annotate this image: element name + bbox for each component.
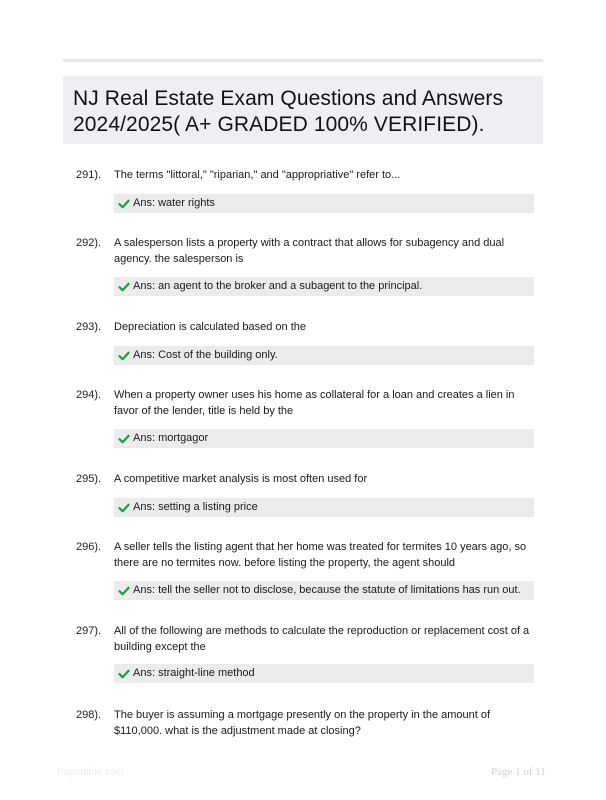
- answer-text: Ans: water rights: [133, 197, 215, 209]
- question-text: The buyer is assuming a mortgage presently on the property in the amount of $110,000. what is the adjustment made at closing?: [114, 709, 491, 737]
- check-icon: [118, 502, 130, 514]
- answer-box: [114, 581, 534, 600]
- question-text: The terms "littoral," "riparian," and "appropriative" refer to...: [114, 169, 401, 181]
- answer-text: Ans: an agent to the broker and a subagent to the principal.: [133, 280, 423, 292]
- check-icon: [118, 585, 130, 597]
- question-number: 295).: [76, 473, 102, 485]
- answer-box: [114, 498, 534, 517]
- check-icon: [118, 281, 130, 293]
- answer-box: [114, 194, 534, 213]
- answer-text: Ans: Cost of the building only.: [133, 349, 278, 361]
- title-box: [63, 76, 543, 144]
- question-number: 294).: [76, 389, 102, 401]
- answer-text: Ans: straight-line method: [133, 667, 255, 679]
- question-number: 297).: [76, 625, 102, 637]
- answer-text: Ans: mortgagor: [133, 432, 209, 444]
- footer-watermark: Papertible.com: [57, 767, 124, 778]
- check-icon: [118, 198, 130, 210]
- check-icon: [118, 350, 130, 362]
- check-icon: [118, 433, 130, 445]
- check-icon: [118, 668, 130, 680]
- question-number: 296).: [76, 541, 102, 553]
- question-text: All of the following are methods to calculate the reproduction or replacement cost of a building except the: [114, 625, 530, 653]
- answer-text: Ans: tell the seller not to disclose, because the statute of limitations has run out.: [133, 584, 521, 596]
- question-number: 291).: [76, 169, 102, 181]
- question-text: Depreciation is calculated based on the: [114, 321, 307, 333]
- page-title: NJ Real Estate Exam Questions and Answers 2024/2025( A+ GRADED 100% VERIFIED).: [73, 87, 504, 136]
- question-number: 292).: [76, 237, 102, 249]
- answer-box: [114, 277, 534, 296]
- question-text: A competitive market analysis is most often used for: [114, 473, 368, 485]
- top-divider: [63, 59, 543, 62]
- answer-box: [114, 429, 534, 448]
- answer-box: [114, 664, 534, 683]
- question-number: 293).: [76, 321, 102, 333]
- question-text: A salesperson lists a property with a contract that allows for subagency and dual agency. the salesperson is: [114, 237, 505, 265]
- answer-box: [114, 346, 534, 365]
- answer-text: Ans: setting a listing price: [133, 501, 258, 513]
- page-number: Page 1 of 11: [491, 766, 546, 778]
- question-text: A seller tells the listing agent that her home was treated for termites 10 years ago, so there are no termites now. before listing the property, the agent should: [114, 541, 527, 569]
- question-number: 298).: [76, 709, 102, 721]
- question-text: When a property owner uses his home as collateral for a loan and creates a lien in favor of the lender, title is held by the: [114, 389, 515, 417]
